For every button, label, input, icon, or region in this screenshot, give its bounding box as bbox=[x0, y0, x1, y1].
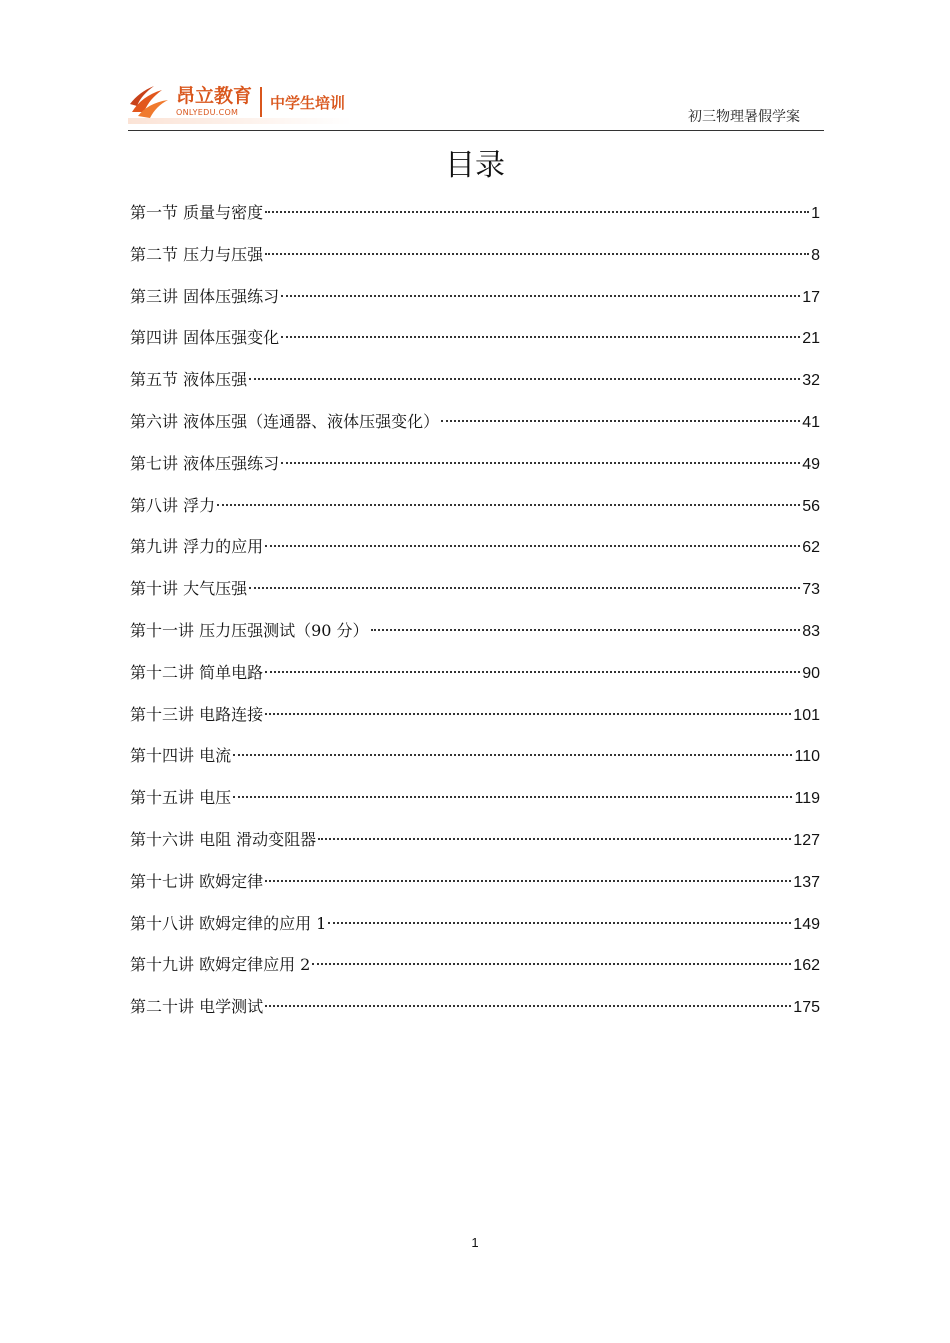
toc-dot-leader bbox=[328, 922, 791, 924]
toc-dot-leader bbox=[265, 545, 800, 547]
toc-dot-leader bbox=[233, 796, 792, 798]
toc-dot-leader bbox=[265, 253, 809, 255]
toc-entry-page: 101 bbox=[793, 706, 820, 724]
toc-dot-leader bbox=[265, 713, 791, 715]
toc-entry[interactable] bbox=[130, 903, 820, 945]
logo-text bbox=[176, 87, 252, 117]
logo-chinese-name: 昂立教育 bbox=[176, 85, 253, 107]
toc-entry[interactable] bbox=[130, 234, 820, 276]
toc-dot-leader bbox=[233, 754, 792, 756]
toc-entry-page: 90 bbox=[802, 664, 820, 682]
toc-entry[interactable] bbox=[130, 443, 820, 485]
toc-dot-leader bbox=[281, 462, 800, 464]
toc-dot-leader bbox=[371, 629, 801, 631]
toc-entry-label: 第八讲 浮力 bbox=[130, 495, 216, 515]
toc-dot-leader bbox=[281, 336, 800, 338]
toc-entry-label: 第十三讲 电路连接 bbox=[130, 704, 264, 724]
toc-entry-page: 21 bbox=[802, 330, 820, 348]
toc-dot-leader bbox=[249, 587, 800, 589]
toc-entry-page: 83 bbox=[802, 622, 820, 640]
page-title: 目录 bbox=[445, 148, 505, 183]
toc-entry-page: 73 bbox=[802, 581, 820, 599]
toc-entry[interactable] bbox=[130, 192, 820, 234]
toc-entry-page: 49 bbox=[802, 455, 820, 473]
page-number: 1 bbox=[471, 1235, 479, 1250]
toc-entry[interactable] bbox=[130, 777, 820, 819]
toc-entry[interactable] bbox=[130, 526, 820, 568]
toc-entry-page: 8 bbox=[811, 246, 820, 264]
toc-entry-page: 56 bbox=[802, 497, 820, 515]
toc-entry-label: 第二十讲 电学测试 bbox=[130, 997, 264, 1017]
toc-entry-page: 149 bbox=[793, 915, 820, 933]
toc-entry-page: 137 bbox=[793, 873, 820, 891]
toc-entry-label: 第九讲 浮力的应用 bbox=[130, 537, 264, 557]
toc-entry[interactable] bbox=[130, 735, 820, 777]
toc-entry-label: 第十七讲 欧姆定律 bbox=[130, 871, 264, 891]
toc-dot-leader bbox=[265, 211, 809, 213]
toc-dot-leader bbox=[318, 838, 791, 840]
toc-entry[interactable] bbox=[130, 568, 820, 610]
toc-entry-label: 第十五讲 电压 bbox=[130, 788, 232, 808]
toc-entry[interactable] bbox=[130, 694, 820, 736]
toc-entry[interactable] bbox=[130, 401, 820, 443]
toc-entry-label: 第十八讲 欧姆定律的应用 1 bbox=[130, 913, 327, 933]
toc-entry-page: 127 bbox=[793, 831, 820, 849]
toc-entry-page: 62 bbox=[802, 539, 820, 557]
logo-swirl-icon bbox=[128, 82, 172, 122]
toc-entry[interactable] bbox=[130, 819, 820, 861]
brand-logo bbox=[128, 78, 345, 126]
logo-subtitle: 中学生培训 bbox=[270, 93, 346, 112]
toc-entry[interactable] bbox=[130, 986, 820, 1028]
toc-entry-label: 第四讲 固体压强变化 bbox=[130, 328, 280, 348]
toc-entry[interactable] bbox=[130, 944, 820, 986]
toc-entry-page: 32 bbox=[802, 372, 820, 390]
toc-dot-leader bbox=[217, 504, 800, 506]
page-header bbox=[128, 78, 824, 131]
toc-dot-leader bbox=[265, 1005, 791, 1007]
toc-entry-page: 110 bbox=[794, 748, 820, 766]
toc-entry-label: 第五节 液体压强 bbox=[130, 370, 248, 390]
toc-entry-label: 第三讲 固体压强练习 bbox=[130, 286, 280, 306]
toc-entry-page: 17 bbox=[802, 288, 820, 306]
toc-entry-page: 41 bbox=[802, 413, 820, 431]
toc-dot-leader bbox=[281, 295, 800, 297]
toc-entry-label: 第七讲 液体压强练习 bbox=[130, 453, 280, 473]
toc-entry-label: 第十一讲 压力压强测试（90 分） bbox=[130, 620, 369, 640]
toc-entry-label: 第十四讲 电流 bbox=[130, 746, 232, 766]
toc-dot-leader bbox=[441, 420, 800, 422]
toc-entry-label: 第十讲 大气压强 bbox=[130, 579, 248, 599]
logo-separator bbox=[260, 87, 262, 117]
toc-dot-leader bbox=[265, 671, 800, 673]
toc-entry[interactable] bbox=[130, 317, 820, 359]
toc-entry[interactable] bbox=[130, 861, 820, 903]
toc-entry-label: 第六讲 液体压强（连通器、液体压强变化） bbox=[130, 411, 440, 431]
toc-entry-label: 第十六讲 电阻 滑动变阻器 bbox=[130, 829, 317, 849]
toc-entry-page: 162 bbox=[793, 957, 820, 975]
toc-entry[interactable] bbox=[130, 485, 820, 527]
toc-entry-page: 175 bbox=[793, 999, 820, 1017]
toc-entry[interactable] bbox=[130, 652, 820, 694]
toc-entry-label: 第一节 质量与密度 bbox=[130, 203, 264, 222]
toc-entry[interactable] bbox=[130, 359, 820, 401]
logo-english-name: ONLYEDU.COM bbox=[176, 108, 239, 117]
toc-entry-label: 第十九讲 欧姆定律应用 2 bbox=[130, 955, 311, 975]
course-title: 初三物理暑假学案 bbox=[688, 109, 800, 125]
toc-dot-leader bbox=[249, 378, 800, 380]
toc-entry-label: 第十二讲 简单电路 bbox=[130, 662, 264, 682]
toc-entry[interactable] bbox=[130, 276, 820, 318]
toc-entry-page: 1 bbox=[811, 205, 820, 222]
toc-entry-label: 第二节 压力与压强 bbox=[130, 244, 264, 264]
toc-entry-page: 119 bbox=[794, 790, 820, 808]
table-of-contents bbox=[130, 192, 820, 1028]
toc-dot-leader bbox=[312, 963, 791, 965]
toc-entry[interactable] bbox=[130, 610, 820, 652]
toc-dot-leader bbox=[265, 880, 791, 882]
